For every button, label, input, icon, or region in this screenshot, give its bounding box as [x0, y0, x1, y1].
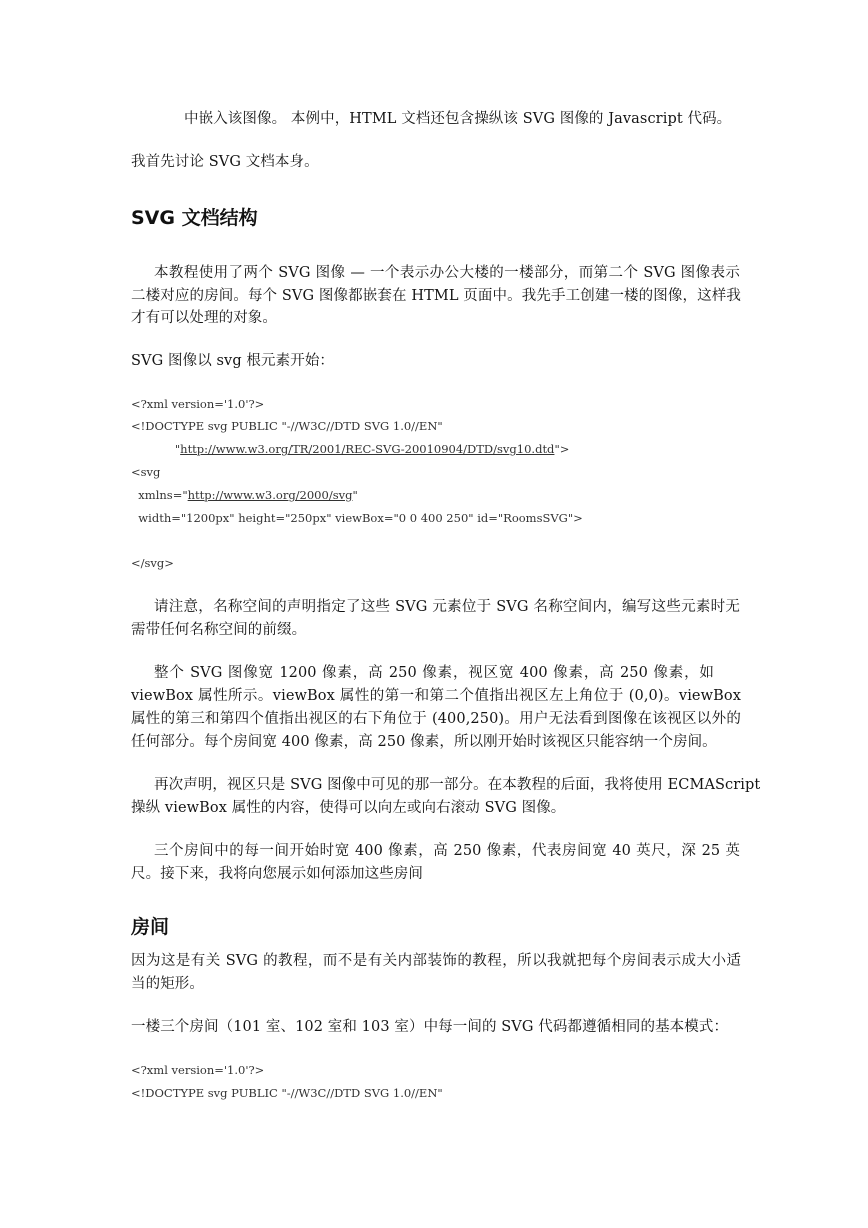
paragraph-line: 整个 SVG 图像宽 1200 像素，高 250 像素，视区宽 400 像素，高 250 像素，如	[154, 665, 714, 681]
paragraph-line: 一楼三个房间（101 室、102 室和 103 室）中每一间的 SVG 代码都遵循相同的基本模式：	[131, 1019, 729, 1035]
code-line	[131, 441, 569, 457]
paragraph-line: 才有可以处理的对象。	[131, 310, 277, 326]
paragraph-line: 二楼对应的房间。每个 SVG 图像都嵌套在 HTML 页面中。我先手工创建一楼的图像，这样我	[131, 288, 741, 304]
code-line: <?xml version='1.0'?>	[131, 397, 265, 411]
code-line: width="1200px" height="250px" viewBox="0 0 400 250" id="RoomsSVG">	[131, 511, 583, 525]
paragraph-line: 尺。接下来，我将向您展示如何添加这些房间	[131, 866, 423, 882]
section-heading-rooms: 房间	[131, 916, 170, 938]
code-line: </svg>	[131, 556, 174, 570]
code-line: <!DOCTYPE svg PUBLIC "-//W3C//DTD SVG 1.0//EN"	[131, 419, 443, 433]
paragraph-line: 我首先讨论 SVG 文档本身。	[131, 154, 319, 170]
code-line: <svg	[131, 465, 161, 479]
paragraph-line: 中嵌入该图像。 本例中，HTML 文档还包含操纵该 SVG 图像的 Javascript 代码。	[184, 111, 732, 127]
paragraph-line: 属性的第三和第四个值指出视区的右下角位于 (400,250)。用户无法看到图像在该视区以外的	[131, 711, 741, 727]
paragraph-line: 本教程使用了两个 SVG 图像 — 一个表示办公大楼的一楼部分，而第二个 SVG 图像表示	[154, 265, 740, 281]
paragraph-line: 任何部分。每个房间宽 400 像素，高 250 像素，所以刚开始时该视区只能容纳一个房间。	[131, 734, 717, 750]
paragraph-line: 操纵 viewBox 属性的内容，使得可以向左或向右滚动 SVG 图像。	[131, 800, 566, 816]
section-heading-svg-structure: SVG 文档结构	[131, 207, 258, 229]
paragraph-line: 因为这是有关 SVG 的教程，而不是有关内部装饰的教程，所以我就把每个房间表示成大小适	[131, 953, 741, 969]
paragraph-line: 请注意，名称空间的声明指定了这些 SVG 元素位于 SVG 名称空间内，编写这些元素时无	[154, 599, 740, 615]
paragraph-line: 需带任何名称空间的前缀。	[131, 622, 307, 638]
paragraph-line: viewBox 属性所示。viewBox 属性的第一和第二个值指出视区左上角位于 (0,0)。viewBox	[131, 688, 741, 704]
code-text: "	[131, 442, 181, 456]
paragraph-line: 三个房间中的每一间开始时宽 400 像素，高 250 像素，代表房间宽 40 英尺，深 25 英	[154, 843, 740, 859]
namespace-link[interactable]: http://www.w3.org/2000/svg	[187, 488, 353, 502]
code-line: <!DOCTYPE svg PUBLIC "-//W3C//DTD SVG 1.0//EN"	[131, 1086, 443, 1100]
code-text: xmlns="	[131, 488, 188, 502]
code-line	[131, 487, 358, 503]
paragraph-line: 再次声明，视区只是 SVG 图像中可见的那一部分。在本教程的后面，我将使用 ECMAScript	[154, 777, 761, 793]
dtd-link[interactable]: http://www.w3.org/TR/2001/REC-SVG-20010904/DTD/svg10.dtd	[180, 442, 555, 456]
code-text: ">	[554, 442, 570, 456]
code-line: <?xml version='1.0'?>	[131, 1063, 265, 1077]
paragraph-line: SVG 图像以 svg 根元素开始：	[131, 353, 335, 369]
code-text: "	[352, 488, 358, 502]
paragraph-line: 当的矩形。	[131, 976, 204, 992]
